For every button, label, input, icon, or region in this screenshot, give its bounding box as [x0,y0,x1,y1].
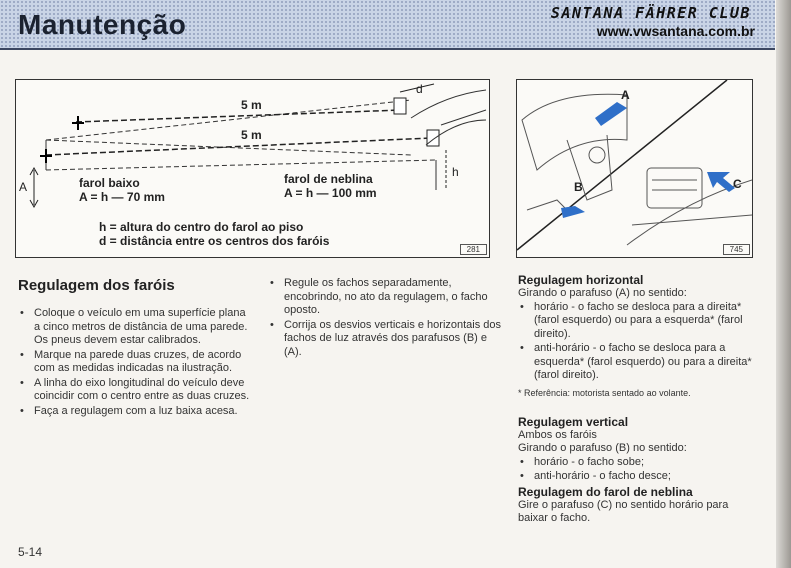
horizontal-bullets [518,301,758,383]
label-screw-b: B [574,180,583,194]
blue-arrows [561,102,735,218]
vertical-title: Regulagem vertical [518,414,629,429]
list-item: • Regule os fachos separadamente, encobrindo, no ato da regulagem, o facho oposto. [268,277,504,318]
list-item: • A linha do eixo longitudinal do veículo deve coincidir com o centro entre as duas cruzes. [18,377,254,404]
headlight-box-left [427,130,439,146]
horizontal-intro: Girando o parafuso (A) no sentido: [518,287,687,299]
vertical-line2: Girando o parafuso (B) no sentido: [518,442,687,454]
page-number: 5-14 [18,545,43,559]
horizontal-title: Regulagem horizontal [518,273,644,287]
low-beam-formula: A = h — 70 mm [79,190,165,204]
list-item: • Faça a regulagem com a luz baixa acesa. [18,405,254,419]
page-title: Manutenção [18,9,187,40]
horizontal-note: * Referência: motorista sentado ao volante. [518,387,691,398]
vertical-line1: Ambos os faróis [518,428,597,441]
book-spine [776,0,791,568]
list-item: • Marque na parede duas cruzes, de acordo com as medidas indicadas na ilustração. [18,349,254,376]
distance-label-bottom: 5 m [241,128,262,142]
club-name: SANTANA FÄHRER CLUB [550,4,751,22]
list-item: • horário - o facho sobe; [518,456,758,470]
fog-light-title: farol de neblina [284,172,373,186]
legend-h: h = altura do centro do farol ao piso [99,220,304,234]
distance-label-top: 5 m [241,98,262,112]
figure-headlight-aim-diagram [15,79,490,258]
bullets-col1 [18,307,254,419]
low-beam-title: farol baixo [79,176,140,190]
label-h: h [452,165,459,179]
car-silhouette [411,90,486,145]
adjustment-column [518,273,758,526]
label-screw-a: A [621,88,630,102]
figure-headlight-screws [516,79,753,258]
header-band [0,0,775,50]
figure-number-left: 281 [460,244,487,255]
fog-title: Regulagem do farol de neblina [518,484,693,499]
bullets-col2 [268,277,504,360]
headlight-box-right [394,98,406,114]
club-url[interactable]: www.vwsantana.com.br [596,23,755,39]
list-item: • Coloque o veículo em uma superfície plana a cinco metros de distância de uma parede. Os pneus devem estar calibrados. [18,307,254,348]
list-item: • anti-horário - o facho desce; [518,470,758,484]
list-item: • horário - o facho se desloca para a direita* (farol esquerdo) ou para a esquerda* (farol direito). [518,301,758,342]
label-d: d [416,82,423,96]
list-item: • Corrija os desvios verticais e horizontais dos fachos de luz através dos parafusos (B) e (A). [268,319,504,360]
figure-number-right: 745 [723,244,750,255]
vertical-bullets [518,456,758,484]
headlight-screws-graphic [517,80,752,257]
label-a: A [19,180,28,194]
section-title: Regulagem dos faróis [18,277,175,294]
label-screw-c: C [733,177,742,191]
legend-d: d = distância entre os centros dos faróis [99,234,330,248]
fog-light-formula: A = h — 100 mm [284,186,377,200]
fog-text: Gire o parafuso (C) no sentido horário para baixar o facho. [518,498,729,524]
list-item: • anti-horário - o facho se desloca para a esquerda* (farol esquerdo) ou para a direita* (farol direito). [518,342,758,383]
